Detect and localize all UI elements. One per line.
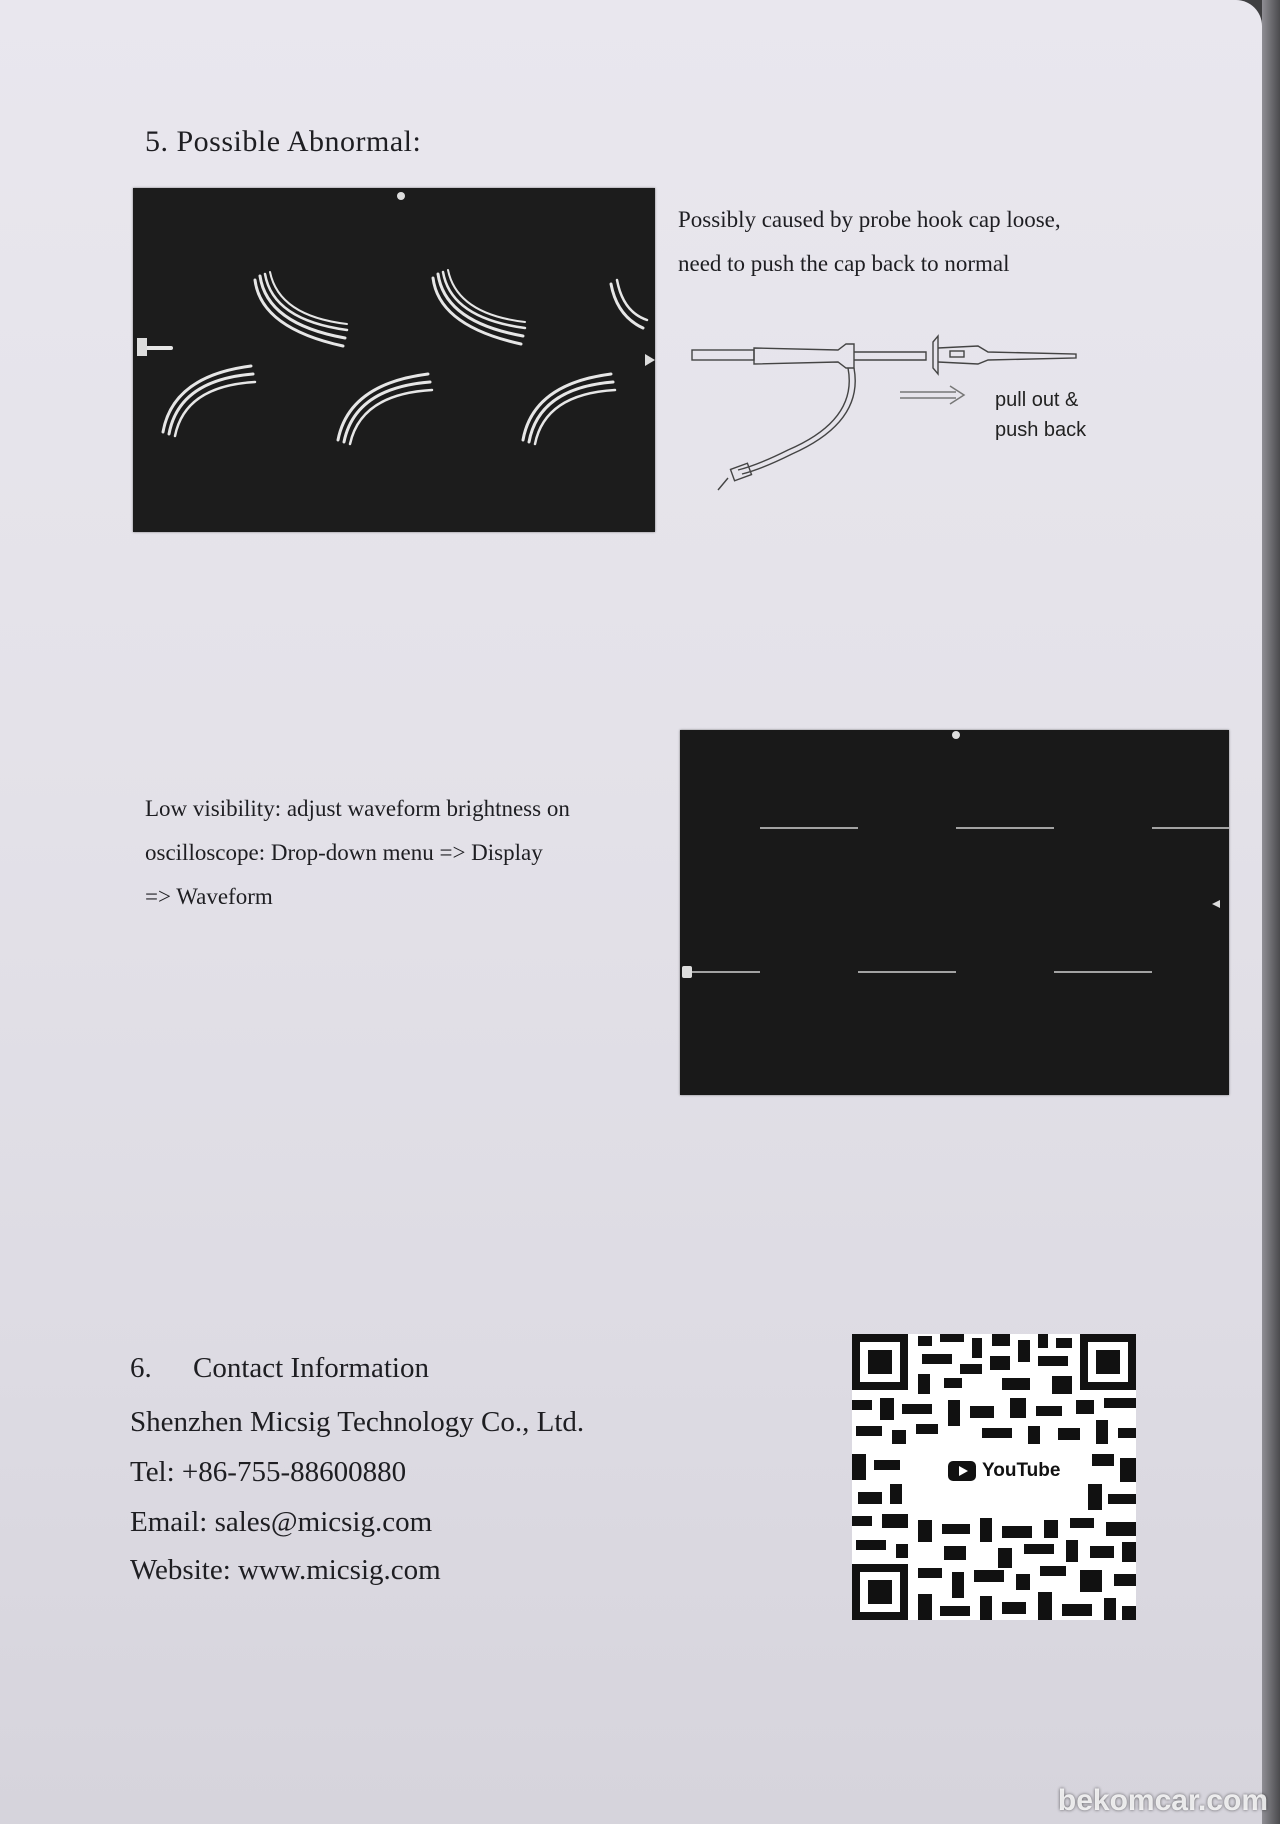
- caption-line-1: pull out &: [995, 389, 1079, 411]
- waveform-curve-upper-1: [255, 272, 347, 346]
- page-edge: [1262, 0, 1280, 1824]
- email: Email: sales@micsig.com: [130, 1506, 433, 1538]
- trigger-level-marker: [645, 354, 655, 366]
- youtube-label: YouTube: [982, 1460, 1061, 1481]
- youtube-badge: [938, 1454, 1070, 1488]
- youtube-play-icon: [948, 1461, 976, 1481]
- probe-caption: [995, 385, 1086, 445]
- arrow-icon: [900, 386, 964, 404]
- telephone: Tel: +86-755-88600880: [130, 1456, 407, 1488]
- case-2-line-3: => Waveform: [145, 884, 273, 909]
- waveform-curve-upper-2: [433, 270, 525, 344]
- website: Website: www.micsig.com: [130, 1554, 441, 1586]
- qr-code[interactable]: [852, 1334, 1136, 1620]
- low-visibility-waveform-screenshot: [680, 730, 1229, 1095]
- trigger-position-marker: [397, 192, 405, 200]
- distorted-waveform-screenshot: [133, 188, 655, 532]
- trigger-level-marker: [1212, 900, 1220, 908]
- case-2-line-2: oscilloscope: Drop-down menu => Display: [145, 840, 543, 865]
- company-name: Shenzhen Micsig Technology Co., Ltd.: [130, 1406, 585, 1438]
- case-1-line-2: need to push the cap back to normal: [678, 251, 1010, 276]
- caption-line-2: push back: [995, 419, 1087, 441]
- trigger-position-marker: [952, 731, 960, 739]
- channel-1-marker: [682, 966, 692, 978]
- case-1-description: [678, 198, 1061, 286]
- case-2-description: [145, 787, 570, 919]
- channel-1-marker: [137, 338, 147, 356]
- qr-finder-bottom-left: [852, 1564, 908, 1620]
- probe-cable: [738, 368, 849, 470]
- waveform-curve-lower-2: [338, 374, 432, 444]
- waveform-curve-lower-1: [163, 366, 255, 436]
- case-1-line-1: Possibly caused by probe hook cap loose,: [678, 207, 1061, 232]
- waveform-curve-lower-3: [523, 374, 615, 444]
- watermark: bekomcar.com: [1057, 1784, 1268, 1817]
- probe-tail: [692, 350, 754, 360]
- section-5-heading: 5. Possible Abnormal:: [145, 125, 422, 158]
- section-6-heading: [130, 1352, 429, 1385]
- section-6-title: Contact Information: [193, 1352, 429, 1384]
- section-6-number: 6.: [130, 1352, 152, 1384]
- qr-finder-top-right: [1080, 1334, 1136, 1390]
- qr-finder-top-left: [852, 1334, 908, 1390]
- case-2-line-1: Low visibility: adjust waveform brightness on: [145, 796, 570, 821]
- probe-hook-cap-collar: [933, 336, 938, 374]
- waveform-curve-upper-3: [611, 280, 647, 328]
